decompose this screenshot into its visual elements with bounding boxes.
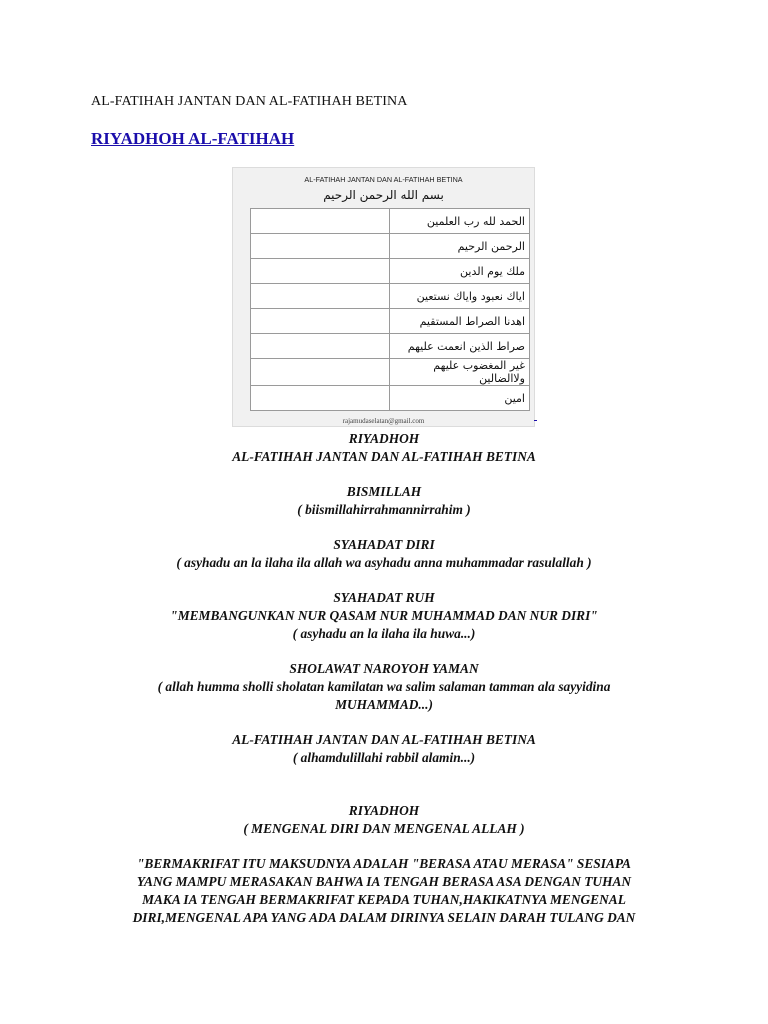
table-row [251,209,530,234]
verse-cell: الحمد لله رب العلمين [390,209,530,234]
figure-basmala: بسم الله الرحمن الرحيم [323,188,444,202]
verse-cell: صراط الذين انعمت عليهم [390,334,530,359]
syahadat-diri-label: SYAHADAT DIRI [333,537,435,552]
table-row [251,309,530,334]
sholawat-text-line-2: MUHAMMAD...) [335,697,433,712]
syahadat-ruh-text: ( asyhadu an la ilaha ila huwa...) [292,626,476,641]
paragraph-line-4: DIRI,MENGENAL APA YANG ADA DALAM DIRINYA SELAIN DARAH TULANG DAN [132,910,636,925]
paragraph-line-1: "BERMAKRIFAT ITU MAKSUDNYA ADALAH "BERASA ATAU MERASA" SESIAPA [136,856,631,871]
table-row [251,284,530,309]
table-row [251,359,530,386]
verse-cell: اياك نعبود واياك نستعين [390,284,530,309]
syahadat-diri-text: ( asyhadu an la ilaha ila allah wa asyhadu anna muhammadar rasulallah ) [176,555,592,570]
table-row [251,259,530,284]
verse-cell: الرحمن الرحيم [390,234,530,259]
fatihah-text: ( alhamdulillahi rabbil alamin...) [292,750,476,765]
bismillah-label: BISMILLAH [346,484,422,499]
document-body [84,430,684,927]
table-row [251,386,530,411]
syahadat-ruh-quote: "MEMBANGUNKAN NUR QASAM NUR MUHAMMAD DAN NUR DIRI" [170,608,598,623]
verse-cell: ملك يوم الدين [390,259,530,284]
paragraph-line-3: MAKA IA TENGAH BERMAKRIFAT KEPADA TUHAN,HAKIKATNYA MENGENAL [142,892,626,907]
sholawat-text-line-1: ( allah humma sholli sholatan kamilatan wa salim salaman tamman ala sayyidina [157,679,611,694]
paragraph-line-2: YANG MAMPU MERASAKAN BAHWA IA TENGAH BERASA ASA DENGAN TUHAN [136,874,632,889]
table-row [251,334,530,359]
syahadat-ruh-label: SYAHADAT RUH [333,590,435,605]
document-title: AL-FATIHAH JANTAN DAN AL-FATIHAH BETINA [91,94,408,109]
riyadhoh-2-text: ( MENGENAL DIRI DAN MENGENAL ALLAH ) [243,821,525,836]
sholawat-label: SHOLAWAT NAROYOH YAMAN [289,661,479,676]
fatihah-verse-table [250,208,530,411]
heading-riyadhoh: RIYADHOH [348,431,420,446]
verse-cell: اهدنا الصراط المستقيم [390,309,530,334]
verse-cell: امين [390,386,530,411]
fatihah-table-image [232,167,535,427]
riyadhoh-al-fatihah-link[interactable]: RIYADHOH AL-FATIHAH [91,129,295,148]
fatihah-label: AL-FATIHAH JANTAN DAN AL-FATIHAH BETINA [232,732,536,747]
bismillah-text: ( biismillahirrahmannirrahim ) [297,502,471,517]
figure-title: AL-FATIHAH JANTAN DAN AL-FATIHAH BETINA [304,175,463,184]
heading-fatihah: AL-FATIHAH JANTAN DAN AL-FATIHAH BETINA [232,449,536,464]
verse-cell: غير المغضوب عليهم ولاالضالين [390,359,530,386]
table-row [251,234,530,259]
image-link-underline[interactable] [534,420,537,421]
figure-email: rajamudaselatan@gmail.com [342,417,425,425]
riyadhoh-2-label: RIYADHOH [348,803,420,818]
